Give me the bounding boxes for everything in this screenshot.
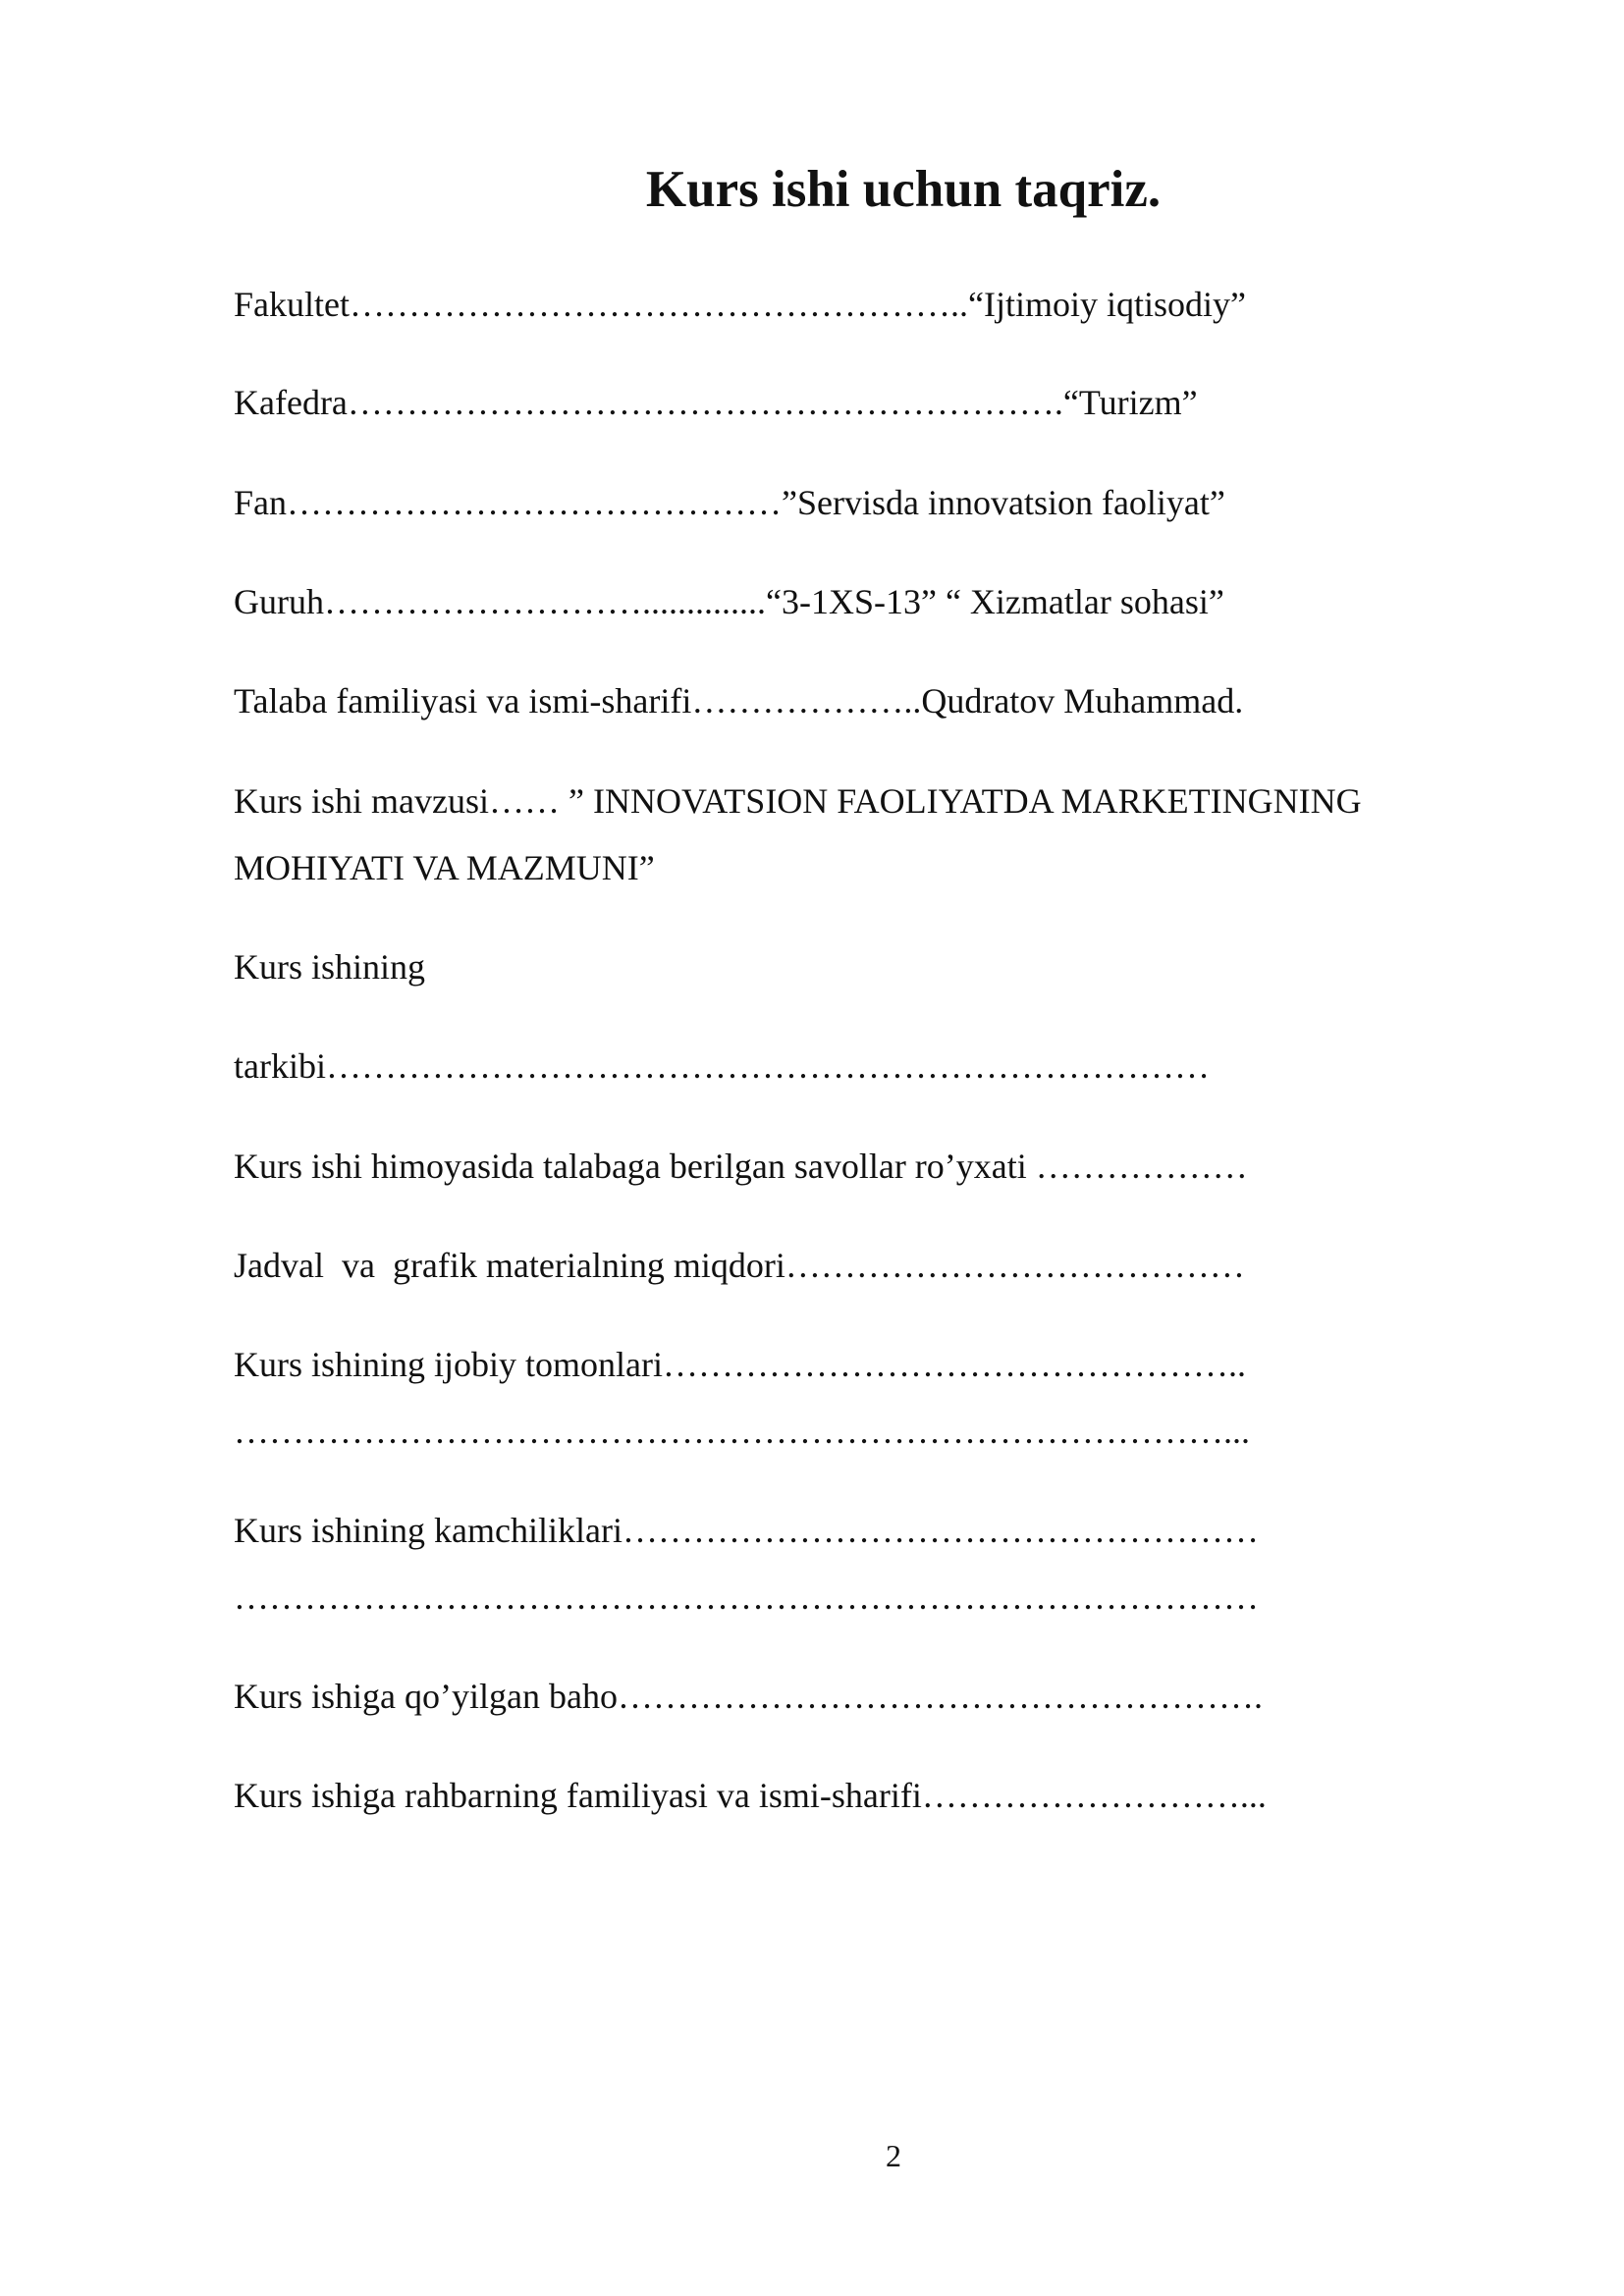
tables-graphics-line: Jadval va grafik materialning miqdori………………………………… — [234, 1246, 1245, 1285]
questions-line: Kurs ishi himoyasida talabaga berilgan savollar ro’yxati ……………… — [234, 1147, 1248, 1186]
page-title: Kurs ishi uchun taqriz. — [645, 161, 1162, 218]
group-line: Guruh………………………..............“3-1XS-13” “ Xizmatlar sohasi” — [234, 582, 1224, 621]
page-number: 2 — [886, 2138, 901, 2173]
topic-line-continued: MOHIYATI VA MAZMUNI” — [234, 848, 655, 887]
positive-aspects-line-continued: …………………………………………………………………………... — [234, 1412, 1250, 1451]
department-line: Kafedra…………………………………………………….“Turizm” — [234, 383, 1198, 422]
composition-line: Kurs ishining — [234, 947, 426, 987]
subject-line: Fan……………………………………”Servisda innovatsion faoliyat” — [234, 483, 1225, 522]
shortcomings-line-continued: …………………………………………………………………………… — [234, 1577, 1259, 1617]
positive-aspects-line: Kurs ishining ijobiy tomonlari………………………………………….. — [234, 1345, 1246, 1384]
grade-line: Kurs ishiga qo’yilgan baho………………………………………………. — [234, 1677, 1263, 1716]
composition-line-continued: tarkibi………………………………………………………………… — [234, 1046, 1210, 1086]
faculty-line: Fakultet……………………………………………..“Ijtimoiy iqtisodiy” — [234, 285, 1246, 324]
shortcomings-line: Kurs ishining kamchiliklari……………………………………………… — [234, 1511, 1259, 1550]
topic-line: Kurs ishi mavzusi…… ” INNOVATSION FAOLIYATDA MARKETINGNING — [234, 781, 1362, 821]
supervisor-line: Kurs ishiga rahbarning familiyasi va ismi-sharifi………………………... — [234, 1776, 1267, 1815]
student-name-line: Talaba familiyasi va ismi-sharifi………………..Qudratov Muhammad. — [234, 681, 1244, 721]
